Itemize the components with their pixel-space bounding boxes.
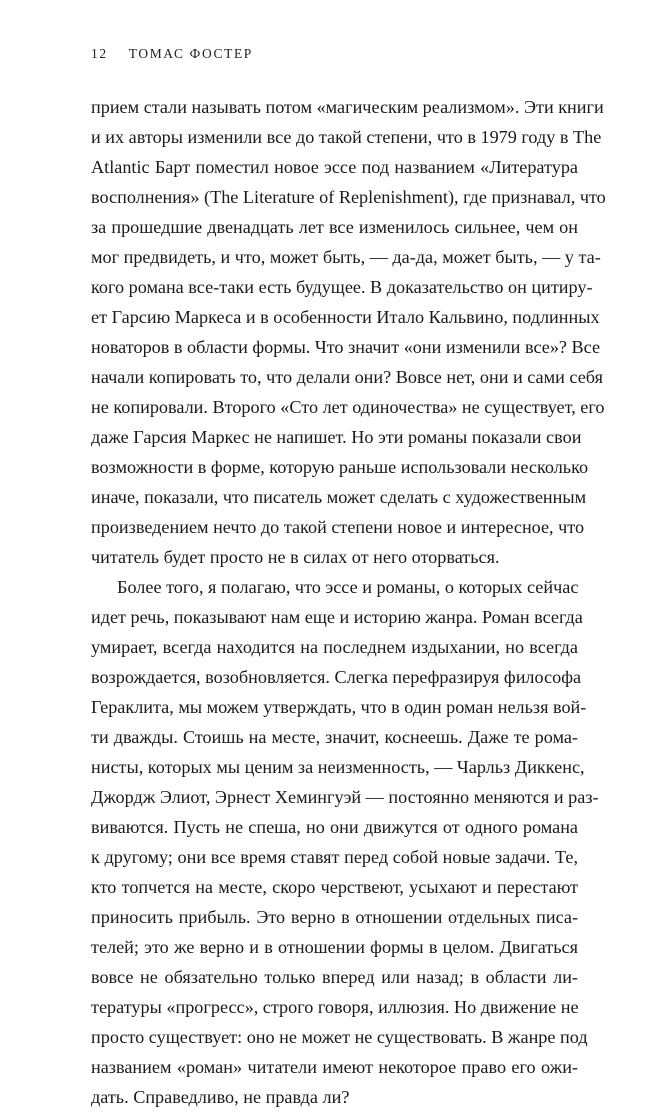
text-line: возможности в форме, которую раньше использовали несколько [91,457,589,477]
text-line: читатель будет просто не в силах от него оторваться. [91,547,500,567]
text-line: кто топчется на месте, скоро черствеют, усыхают и перестают [91,877,578,897]
text-line: восполнения» (The Literature of Replenishment), где признавал, что [91,187,606,207]
author-name: ТОМАС ФОСТЕР [128,46,253,61]
text-line: возрождается, возобновляется. Слегка перефразируя философа [91,667,582,687]
paragraph-1 [91,92,606,572]
text-line: мог предвидеть, и что, может быть, — да-да, может быть, — у та- [91,247,601,267]
page-number: 12 [91,46,108,61]
text-line: нисты, которых мы ценим за неизменность, — Чарльз Диккенс, [91,757,585,777]
paragraph-2 [91,572,599,1112]
text-line: начали копировать то, что делали они? Вовсе нет, они и сами себя [91,367,603,387]
text-line: Более того, я полагаю, что эссе и романы, о которых сейчас [117,577,579,597]
text-line: ет Гарсию Маркеса и в особенности Итало Кальвино, подлинных [91,307,600,327]
text-line: произведением нечто до такой степени новое и интересное, что [91,517,585,537]
text-line: Джордж Элиот, Эрнест Хемингуэй — постоянно меняются и раз- [91,787,599,807]
running-head [91,46,253,62]
text-line: новаторов в области формы. Что значит «они изменили все»? Все [91,337,601,357]
text-line: телей; это же верно и в отношении формы в целом. Двигаться [91,937,578,957]
text-line: и их авторы изменили все до такой степени, что в 1979 году в The [91,127,602,147]
text-line: приносить прибыль. Это верно в отношении отдельных писа- [91,907,578,927]
text-line: иначе, показали, что писатель может сделать с художественным [91,487,587,507]
text-line: Гераклита, мы можем утверждать, что в один роман нельзя вой- [91,697,587,717]
text-line: прием стали называть потом «магическим реализмом». Эти книги [91,97,604,117]
text-line: просто существует: оно не может не существовать. В жанре под [91,1027,588,1047]
text-line: названием «роман» читатели имеют некоторое право его ожи- [91,1057,578,1077]
text-line: идет речь, показывают нам еще и историю жанра. Роман всегда [91,607,583,627]
text-line: кого романа все-таки есть будущее. В доказательство он цитиру- [91,277,593,297]
text-line: вовсе не обязательно только вперед или назад; в области ли- [91,967,578,987]
text-line: даже Гарсия Маркес не напишет. Но эти романы показали свои [91,427,582,447]
text-line: виваются. Пусть не спеша, но они движутся от одного романа [91,817,578,837]
text-line: за прошедшие двенадцать лет все изменилось сильнее, чем он [91,217,578,237]
text-line: дать. Справедливо, не правда ли? [91,1087,350,1107]
text-line: Atlantic Барт поместил новое эссе под названием «Литература [91,157,578,177]
text-line: тературы «прогресс», строго говоря, иллюзия. Но движение не [91,997,579,1017]
text-line: ти дважды. Стоишь на месте, значит, коснеешь. Даже те рома- [91,727,578,747]
text-line: умирает, всегда находится на последнем издыхании, но всегда [91,637,578,657]
text-line: к другому; они все время ставят перед собой новые задачи. Те, [91,847,578,867]
body-text [91,92,606,1112]
text-line: не копировали. Второго «Сто лет одиночества» не существует, его [91,397,605,417]
